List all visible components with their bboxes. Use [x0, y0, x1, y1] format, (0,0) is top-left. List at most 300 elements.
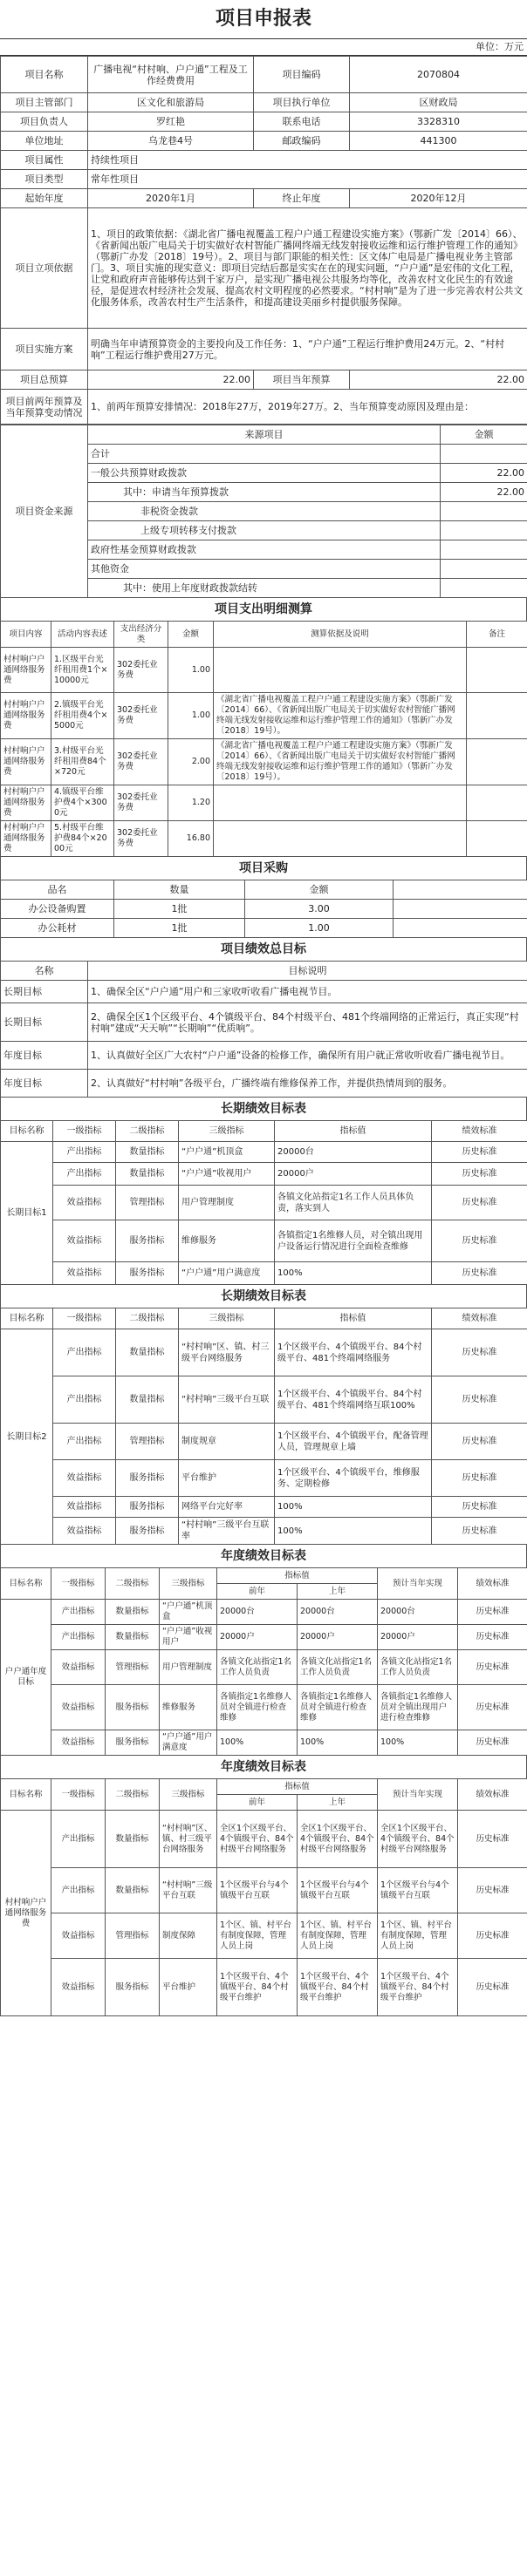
total-label: 项目总预算	[1, 370, 88, 390]
yr1-l3: “户户通”机顶盒	[160, 1600, 217, 1625]
yr1-b: 各镇文化站指定1名工作人员负责	[298, 1650, 378, 1685]
fund-row-amt: 22.00	[441, 483, 527, 502]
detail-rem	[467, 693, 527, 739]
yr1-header: 三级指标	[160, 1568, 217, 1600]
lt1-header: 绩效标准	[432, 1121, 527, 1142]
yr1-l1: 效益指标	[51, 1730, 106, 1756]
lt2-l3: 平台维护	[179, 1460, 275, 1497]
cur-label: 项目当年预算	[254, 370, 350, 390]
lt1-l1: 效益指标	[53, 1220, 116, 1262]
table-row	[1, 1376, 527, 1424]
yr2-l2: 管理指标	[106, 1913, 160, 1959]
lt2-v: 1个区级平台、4个镇级平台，维修服务、定期检修	[275, 1460, 432, 1497]
yr1-subheader: 前年	[217, 1584, 298, 1600]
lt2-l2: 管理指标	[116, 1424, 179, 1460]
detail-cls: 302委托业务费	[114, 693, 168, 739]
detail-rem	[467, 648, 527, 693]
lt1-l1: 效益指标	[53, 1186, 116, 1220]
goals-title: 项目绩效总目标	[0, 938, 527, 961]
lt2-v: 100%	[275, 1497, 432, 1518]
attr-value: 持续性项目	[88, 151, 527, 170]
goals-header: 名称	[1, 962, 88, 981]
detail-header: 项目内容	[1, 622, 51, 648]
goal-name: 年度目标	[1, 1070, 88, 1098]
yr2-header: 指标值	[217, 1779, 378, 1795]
zip-label: 邮政编码	[254, 132, 350, 151]
detail-header: 备注	[467, 622, 527, 648]
yr2-b: 1个区、镇、村平台有制度保障，管理人员上岗	[298, 1913, 378, 1959]
proc-title: 项目采购	[0, 857, 527, 880]
lt2-l3: “村村响”区、镇、村三级平台网络服务	[179, 1329, 275, 1376]
lt2-l3: 制度规章	[179, 1424, 275, 1460]
lt2-v: 1个区级平台、4个镇级平台、84个村级平台、481个终端网络互联100%	[275, 1376, 432, 1424]
type-label: 项目类型	[1, 170, 88, 189]
table-row	[1, 1730, 527, 1756]
proc-header: 数量	[114, 880, 245, 900]
lt2-l3: 网络平台完好率	[179, 1497, 275, 1518]
table-row	[1, 1262, 527, 1285]
detail-rem	[467, 785, 527, 821]
lt2-s: 历史标准	[432, 1329, 527, 1376]
detail-item: 村村响户户通网络服务费	[1, 739, 51, 785]
detail-note: 《湖北省广播电视覆盖工程户户通工程建设实施方案》（鄂新广发〔2014〕66）、《省新闻出版广电局关于切实做好农村智能广播网终端无线发射接收运维和运行维护管理工作的通知》（鄂新广办发〔2018〕19号）。	[214, 693, 467, 739]
fund-source-table	[0, 425, 527, 598]
yr2-l2: 服务指标	[106, 1959, 160, 2016]
goal-desc: 1、认真做好全区广大农村“户户通”设备的检修工作，确保所有用户就正常收听收看广播电视节目。	[88, 1042, 527, 1070]
table-row	[1, 1497, 527, 1518]
table-row	[1, 1003, 527, 1042]
yr1-l1: 效益指标	[51, 1650, 106, 1685]
lt1-v: 各镇指定1名维修人员，对全镇出现用户设备运行情况进行全面检查维修	[275, 1220, 432, 1262]
table-row	[1, 1650, 527, 1685]
yr1-a: 100%	[217, 1730, 298, 1756]
detail-item: 村村响户户通网络服务费	[1, 785, 51, 821]
yr2-c: 1个区级平台与4个镇级平台互联	[378, 1868, 458, 1913]
fund-row-amt: 22.00	[441, 464, 527, 483]
lt1-l1: 效益指标	[53, 1262, 116, 1285]
yr2-header: 目标名称	[1, 1779, 51, 1811]
leader-label: 项目负责人	[1, 112, 88, 132]
detail-header: 测算依据及说明	[214, 622, 467, 648]
yr1-s: 历史标准	[458, 1730, 527, 1756]
proc-name: 办公耗材	[1, 919, 114, 938]
detail-amt: 16.80	[168, 821, 214, 857]
yr2-c: 全区1个区级平台、4个镇级平台、84个村级平台网络服务	[378, 1811, 458, 1868]
yr2-l3: 平台维护	[160, 1959, 217, 2016]
yr1-a: 各镇指定1名维修人员对全镇进行检查维修	[217, 1685, 298, 1730]
total-value: 22.00	[88, 370, 254, 390]
detail-title: 项目支出明细测算	[0, 598, 527, 621]
detail-amt: 1.20	[168, 785, 214, 821]
lt2-l2: 数量指标	[116, 1329, 179, 1376]
phone-value: 3328310	[350, 112, 527, 132]
lt2-table	[0, 1308, 527, 1545]
fund-row-name: 政府性基金预算财政拨款	[88, 540, 441, 560]
lt2-l1: 效益指标	[53, 1497, 116, 1518]
proc-table	[0, 880, 527, 938]
fund-row-amt	[441, 540, 527, 560]
yr2-l1: 产出指标	[51, 1868, 106, 1913]
fund-row-name: 一般公共预算财政拨款	[88, 464, 441, 483]
proc-header: 金额	[245, 880, 394, 900]
lt1-header: 一级指标	[53, 1121, 116, 1142]
fund-src-header: 来源项目	[88, 425, 441, 445]
end-label: 终止年度	[254, 189, 350, 208]
table-row	[1, 1070, 527, 1098]
yr1-header: 绩效标准	[458, 1568, 527, 1600]
lt1-l1: 产出指标	[53, 1142, 116, 1163]
lt1-v: 20000台	[275, 1142, 432, 1163]
yr2-l3: 制度保障	[160, 1913, 217, 1959]
lt2-l1: 产出指标	[53, 1329, 116, 1376]
lt2-l2: 服务指标	[116, 1460, 179, 1497]
yr1-l1: 产出指标	[51, 1625, 106, 1650]
detail-amt: 1.00	[168, 648, 214, 693]
table-row	[1, 785, 527, 821]
lt1-l1: 产出指标	[53, 1163, 116, 1186]
start-value: 2020年1月	[88, 189, 254, 208]
goal-desc: 1、确保全区“户户通”用户和三家收听收看广播电视节目。	[88, 981, 527, 1003]
yr2-b: 全区1个区级平台、4个镇级平台、84个村级平台网络服务	[298, 1811, 378, 1868]
fund-row-name: 其他资金	[88, 560, 441, 579]
fund-row-name: 其中：使用上年度财政拨款结转	[88, 579, 441, 598]
yr1-l2: 数量指标	[106, 1625, 160, 1650]
yr2-b: 1个区级平台、4个镇级平台、84个村级平台维护	[298, 1959, 378, 2016]
yr1-l2: 服务指标	[106, 1730, 160, 1756]
lt2-header: 一级指标	[53, 1308, 116, 1329]
detail-act: 5.村级平台维护费84个×2000元	[51, 821, 114, 857]
yr2-header: 一级指标	[51, 1779, 106, 1811]
yr1-l1: 产出指标	[51, 1600, 106, 1625]
fund-row-amt	[441, 560, 527, 579]
proc-amt: 3.00	[245, 900, 394, 919]
detail-act: 2.镇级平台光纤租用费4个×5000元	[51, 693, 114, 739]
yr2-title: 年度绩效目标表	[0, 1756, 527, 1778]
lt1-s: 历史标准	[432, 1220, 527, 1262]
yr2-s: 历史标准	[458, 1868, 527, 1913]
lt2-v: 100%	[275, 1518, 432, 1545]
lt2-l1: 产出指标	[53, 1424, 116, 1460]
plan-label: 项目实施方案	[1, 329, 88, 370]
lt2-s: 历史标准	[432, 1376, 527, 1424]
fund-row-name: 上级专项转移支付拨款	[88, 521, 441, 540]
yr2-s: 历史标准	[458, 1959, 527, 2016]
yr2-l1: 产出指标	[51, 1811, 106, 1868]
fund-row-amt	[441, 502, 527, 521]
end-value: 2020年12月	[350, 189, 527, 208]
table-row	[1, 1600, 527, 1625]
start-label: 起始年度	[1, 189, 88, 208]
table-row	[1, 1142, 527, 1163]
yr2-subheader: 上年	[298, 1795, 378, 1811]
goal-desc: 2、认真做好“村村响”各级平台，广播终端有维修保养工作，并提供热情周到的服务。	[88, 1070, 527, 1098]
yr1-b: 100%	[298, 1730, 378, 1756]
table-row	[1, 981, 527, 1003]
lt2-header: 三级指标	[179, 1308, 275, 1329]
lt1-title: 长期绩效目标表	[0, 1098, 527, 1120]
fund-row-amt	[441, 579, 527, 598]
lt1-l2: 数量指标	[116, 1142, 179, 1163]
detail-act: 3.村级平台光纤租用费84个×720元	[51, 739, 114, 785]
addr-value: 乌龙巷4号	[88, 132, 254, 151]
project-name: 广播电视“村村响、户户通”工程及工作经费费用	[88, 57, 254, 93]
proc-amt: 1.00	[245, 919, 394, 938]
lt1-header: 三级指标	[179, 1121, 275, 1142]
fund-row-amt	[441, 521, 527, 540]
table-row	[1, 1424, 527, 1460]
page-title: 项目申报表	[0, 0, 527, 39]
yr2-l2: 数量指标	[106, 1868, 160, 1913]
lt2-header: 指标值	[275, 1308, 432, 1329]
attr-label: 项目属性	[1, 151, 88, 170]
detail-cls: 302委托业务费	[114, 785, 168, 821]
yr1-subheader: 上年	[298, 1584, 378, 1600]
table-row	[1, 821, 527, 857]
lt1-header: 指标值	[275, 1121, 432, 1142]
lt2-l1: 效益指标	[53, 1518, 116, 1545]
table-row	[1, 1220, 527, 1262]
yr1-l3: 用户管理制度	[160, 1650, 217, 1685]
yr1-header: 一级指标	[51, 1568, 106, 1600]
lt2-v: 1个区级平台、4个镇级平台、84个村级平台、481个终端网络服务	[275, 1329, 432, 1376]
yr1-c: 各镇文化站指定1名工作人员负责	[378, 1650, 458, 1685]
fund-label: 项目资金来源	[1, 425, 88, 598]
detail-rem	[467, 739, 527, 785]
yr1-table	[0, 1567, 527, 1756]
yr1-a: 20000户	[217, 1625, 298, 1650]
lt1-l2: 服务指标	[116, 1262, 179, 1285]
yr1-header: 指标值	[217, 1568, 378, 1584]
yr1-s: 历史标准	[458, 1625, 527, 1650]
lt2-header: 二级指标	[116, 1308, 179, 1329]
lt2-s: 历史标准	[432, 1518, 527, 1545]
yr2-header: 绩效标准	[458, 1779, 527, 1811]
hist-value: 1、前两年预算安排情况：2018年27万，2019年27万。2、当年预算变动原因及理由是：	[88, 390, 527, 425]
lt2-l2: 服务指标	[116, 1518, 179, 1545]
yr2-c: 1个区级平台、4个镇级平台、84个村级平台维护	[378, 1959, 458, 2016]
lt2-s: 历史标准	[432, 1424, 527, 1460]
table-row	[1, 919, 527, 938]
yr1-s: 历史标准	[458, 1600, 527, 1625]
lt2-s: 历史标准	[432, 1497, 527, 1518]
detail-cls: 302委托业务费	[114, 648, 168, 693]
table-row	[1, 1868, 527, 1913]
lt1-table	[0, 1120, 527, 1285]
proc-qty: 1批	[114, 919, 245, 938]
goals-header: 目标说明	[88, 962, 527, 981]
lt1-v: 各镇文化站指定1名工作人员具体负责，落实到人	[275, 1186, 432, 1220]
table-row	[1, 1811, 527, 1868]
proc-qty: 1批	[114, 900, 245, 919]
basis-value: 1、项目的政策依据：《湖北省广播电视覆盖工程户户通工程建设实施方案》（鄂新广发〔2014〕66）、《省新闻出版广电局关于切实做好农村智能广播网终端无线发射接收运维和运行维护管理工作的通知》（鄂新广办发〔2018〕19号）。2、项目与部门职能的相关性：区文体广电局是广播电视业务主管部门。3、项目实施的现实意义：即项目完结后都是实实在在的现实问题，“户户通”是宏伟的文化工程，让党和政府声音能够传达到千家万户，是实现广播电视公共服务均等化，改善农村文化民生的有效途径，是促进农村经济社会发展、提高农村文明程度的必然要求。“村村响”是为了进一步完善农村公共文化服务体系，改善农村生产生活条件，和提高建设美丽乡村提供服务保障。	[88, 208, 527, 329]
detail-header: 金额	[168, 622, 214, 648]
dept-value: 区文化和旅游局	[88, 93, 254, 112]
detail-note	[214, 785, 467, 821]
lt1-goal-name: 长期目标1	[1, 1142, 53, 1285]
code-label: 项目编码	[254, 57, 350, 93]
lt2-l2: 服务指标	[116, 1497, 179, 1518]
yr1-s: 历史标准	[458, 1685, 527, 1730]
goal-name: 年度目标	[1, 1042, 88, 1070]
lt2-s: 历史标准	[432, 1460, 527, 1497]
yr1-l3: 维修服务	[160, 1685, 217, 1730]
goal-desc: 2、确保全区1个区级平台、4个镇级平台、84个村级平台、481个终端网络的正常运行，真正实现“村村响”建成“天天响”“长期响”“优质响”。	[88, 1003, 527, 1042]
lt1-s: 历史标准	[432, 1186, 527, 1220]
detail-note: 《湖北省广播电视覆盖工程户户通工程建设实施方案》（鄂新广发〔2014〕66）、《省新闻出版广电局关于切实做好农村智能广播网终端无线发射接收运维和运行维护管理工作的通知》（鄂新广办发〔2018〕19号）。	[214, 739, 467, 785]
lt1-v: 20000户	[275, 1163, 432, 1186]
yr2-l3: “村村响”三级平台互联	[160, 1868, 217, 1913]
yr1-b: 20000户	[298, 1625, 378, 1650]
goal-name: 长期目标	[1, 1003, 88, 1042]
yr2-a: 全区1个区级平台、4个镇级平台、84个村级平台网络服务	[217, 1811, 298, 1868]
detail-act: 4.镇级平台维护费4个×3000元	[51, 785, 114, 821]
yr2-header: 二级指标	[106, 1779, 160, 1811]
lt2-l1: 效益指标	[53, 1460, 116, 1497]
lt2-l2: 数量指标	[116, 1376, 179, 1424]
lt1-s: 历史标准	[432, 1262, 527, 1285]
lt2-v: 1个区级平台、4个镇级平台，配备管理人员，管理规章上墙	[275, 1424, 432, 1460]
addr-label: 单位地址	[1, 132, 88, 151]
detail-note	[214, 648, 467, 693]
yr2-subheader: 前年	[217, 1795, 298, 1811]
fund-row-amt	[441, 445, 527, 464]
yr2-goal-name: 村村响户户通网络服务费	[1, 1811, 51, 2016]
yr2-l3: “村村响”区、镇、村三级平台网络服务	[160, 1811, 217, 1868]
lt1-l2: 数量指标	[116, 1163, 179, 1186]
proc-header: 品名	[1, 880, 114, 900]
yr1-l3: “户户通”收视用户	[160, 1625, 217, 1650]
yr1-a: 20000台	[217, 1600, 298, 1625]
detail-cls: 302委托业务费	[114, 739, 168, 785]
detail-cls: 302委托业务费	[114, 821, 168, 857]
yr1-c: 100%	[378, 1730, 458, 1756]
fund-row-name: 非税资金拨款	[88, 502, 441, 521]
yr1-c: 20000台	[378, 1600, 458, 1625]
detail-amt: 1.00	[168, 693, 214, 739]
cur-value: 22.00	[350, 370, 527, 390]
lt1-l3: “户户通”收视用户	[179, 1163, 275, 1186]
name-label: 项目名称	[1, 57, 88, 93]
yr2-b: 1个区级平台与4个镇级平台互联	[298, 1868, 378, 1913]
table-row	[1, 1186, 527, 1220]
detail-table	[0, 621, 527, 857]
lt2-header: 目标名称	[1, 1308, 53, 1329]
table-row	[1, 1042, 527, 1070]
yr1-header: 目标名称	[1, 1568, 51, 1600]
detail-item: 村村响户户通网络服务费	[1, 821, 51, 857]
table-row	[1, 900, 527, 919]
yr1-b: 各镇指定1名维修人员对全镇进行检查维修	[298, 1685, 378, 1730]
yr2-c: 1个区、镇、村平台有制度保障，管理人员上岗	[378, 1913, 458, 1959]
table-row	[1, 1959, 527, 2016]
detail-act: 1.区级平台光纤租用费1个×10000元	[51, 648, 114, 693]
leader-value: 罗红艳	[88, 112, 254, 132]
yr1-l2: 服务指标	[106, 1685, 160, 1730]
table-row	[1, 1685, 527, 1730]
detail-item: 村村响户户通网络服务费	[1, 693, 51, 739]
type-value: 常年性项目	[88, 170, 527, 189]
yr2-l2: 数量指标	[106, 1811, 160, 1868]
hist-label: 项目前两年预算及当年预算变动情况	[1, 390, 88, 425]
yr1-c: 各镇指定1名维修人员对全镇出现用户进行检查维修	[378, 1685, 458, 1730]
yr2-s: 历史标准	[458, 1811, 527, 1868]
plan-value: 明确当年申请预算资金的主要投向及工作任务：1、“户户通”工程运行维护费用24万元。2、“村村响”工程运行维护费用27万元。	[88, 329, 527, 370]
table-row	[1, 693, 527, 739]
fund-row-name: 其中：申请当年预算拨款	[88, 483, 441, 502]
detail-rem	[467, 821, 527, 857]
yr1-title: 年度绩效目标表	[0, 1545, 527, 1567]
lt2-l1: 产出指标	[53, 1376, 116, 1424]
table-row	[1, 739, 527, 785]
dept-label: 项目主管部门	[1, 93, 88, 112]
lt1-header: 二级指标	[116, 1121, 179, 1142]
lt2-header: 绩效标准	[432, 1308, 527, 1329]
yr1-a: 各镇文化站指定1名工作人员负责	[217, 1650, 298, 1685]
detail-header: 活动内容表述	[51, 622, 114, 648]
table-row	[1, 1913, 527, 1959]
yr1-s: 历史标准	[458, 1650, 527, 1685]
lt1-l2: 管理指标	[116, 1186, 179, 1220]
lt1-s: 历史标准	[432, 1142, 527, 1163]
lt1-l3: “户户通”机顶盒	[179, 1142, 275, 1163]
lt1-l2: 服务指标	[116, 1220, 179, 1262]
goals-table	[0, 961, 527, 1098]
yr1-b: 20000台	[298, 1600, 378, 1625]
yr2-header: 预计当年实现	[378, 1779, 458, 1811]
table-row	[1, 1518, 527, 1545]
yr1-l1: 效益指标	[51, 1685, 106, 1730]
yr2-table	[0, 1778, 527, 2016]
lt2-l3: “村村响”三级平台互联率	[179, 1518, 275, 1545]
yr1-c: 20000户	[378, 1625, 458, 1650]
basic-info-table	[0, 56, 527, 425]
goal-name: 长期目标	[1, 981, 88, 1003]
proc-name: 办公设备购置	[1, 900, 114, 919]
table-row	[1, 1329, 527, 1376]
lt2-l3: “村村响”三级平台互联	[179, 1376, 275, 1424]
yr1-l2: 管理指标	[106, 1650, 160, 1685]
yr1-goal-name: 户户通年度目标	[1, 1600, 51, 1756]
fund-amt-header: 金额	[441, 425, 527, 445]
detail-header: 支出经济分类	[114, 622, 168, 648]
table-row	[1, 1163, 527, 1186]
lt1-l3: 用户管理制度	[179, 1186, 275, 1220]
detail-amt: 2.00	[168, 739, 214, 785]
lt2-title: 长期绩效目标表	[0, 1285, 527, 1308]
lt1-s: 历史标准	[432, 1163, 527, 1186]
exec-value: 区财政局	[350, 93, 527, 112]
yr1-header: 二级指标	[106, 1568, 160, 1600]
table-row	[1, 1460, 527, 1497]
exec-label: 项目执行单位	[254, 93, 350, 112]
fund-row-name: 合计	[88, 445, 441, 464]
table-row	[1, 648, 527, 693]
lt2-goal-name: 长期目标2	[1, 1329, 53, 1545]
phone-label: 联系电话	[254, 112, 350, 132]
zip-value: 441300	[350, 132, 527, 151]
lt1-header: 目标名称	[1, 1121, 53, 1142]
yr2-a: 1个区级平台、4个镇级平台、84个村级平台维护	[217, 1959, 298, 2016]
table-row	[1, 1625, 527, 1650]
lt1-v: 100%	[275, 1262, 432, 1285]
yr1-header: 预计当年实现	[378, 1568, 458, 1600]
detail-item: 村村响户户通网络服务费	[1, 648, 51, 693]
yr2-a: 1个区、镇、村平台有制度保障，管理人员上岗	[217, 1913, 298, 1959]
lt1-l3: “户户通”用户满意度	[179, 1262, 275, 1285]
yr2-a: 1个区级平台与4个镇级平台互联	[217, 1868, 298, 1913]
yr2-header: 三级指标	[160, 1779, 217, 1811]
yr1-l2: 数量指标	[106, 1600, 160, 1625]
